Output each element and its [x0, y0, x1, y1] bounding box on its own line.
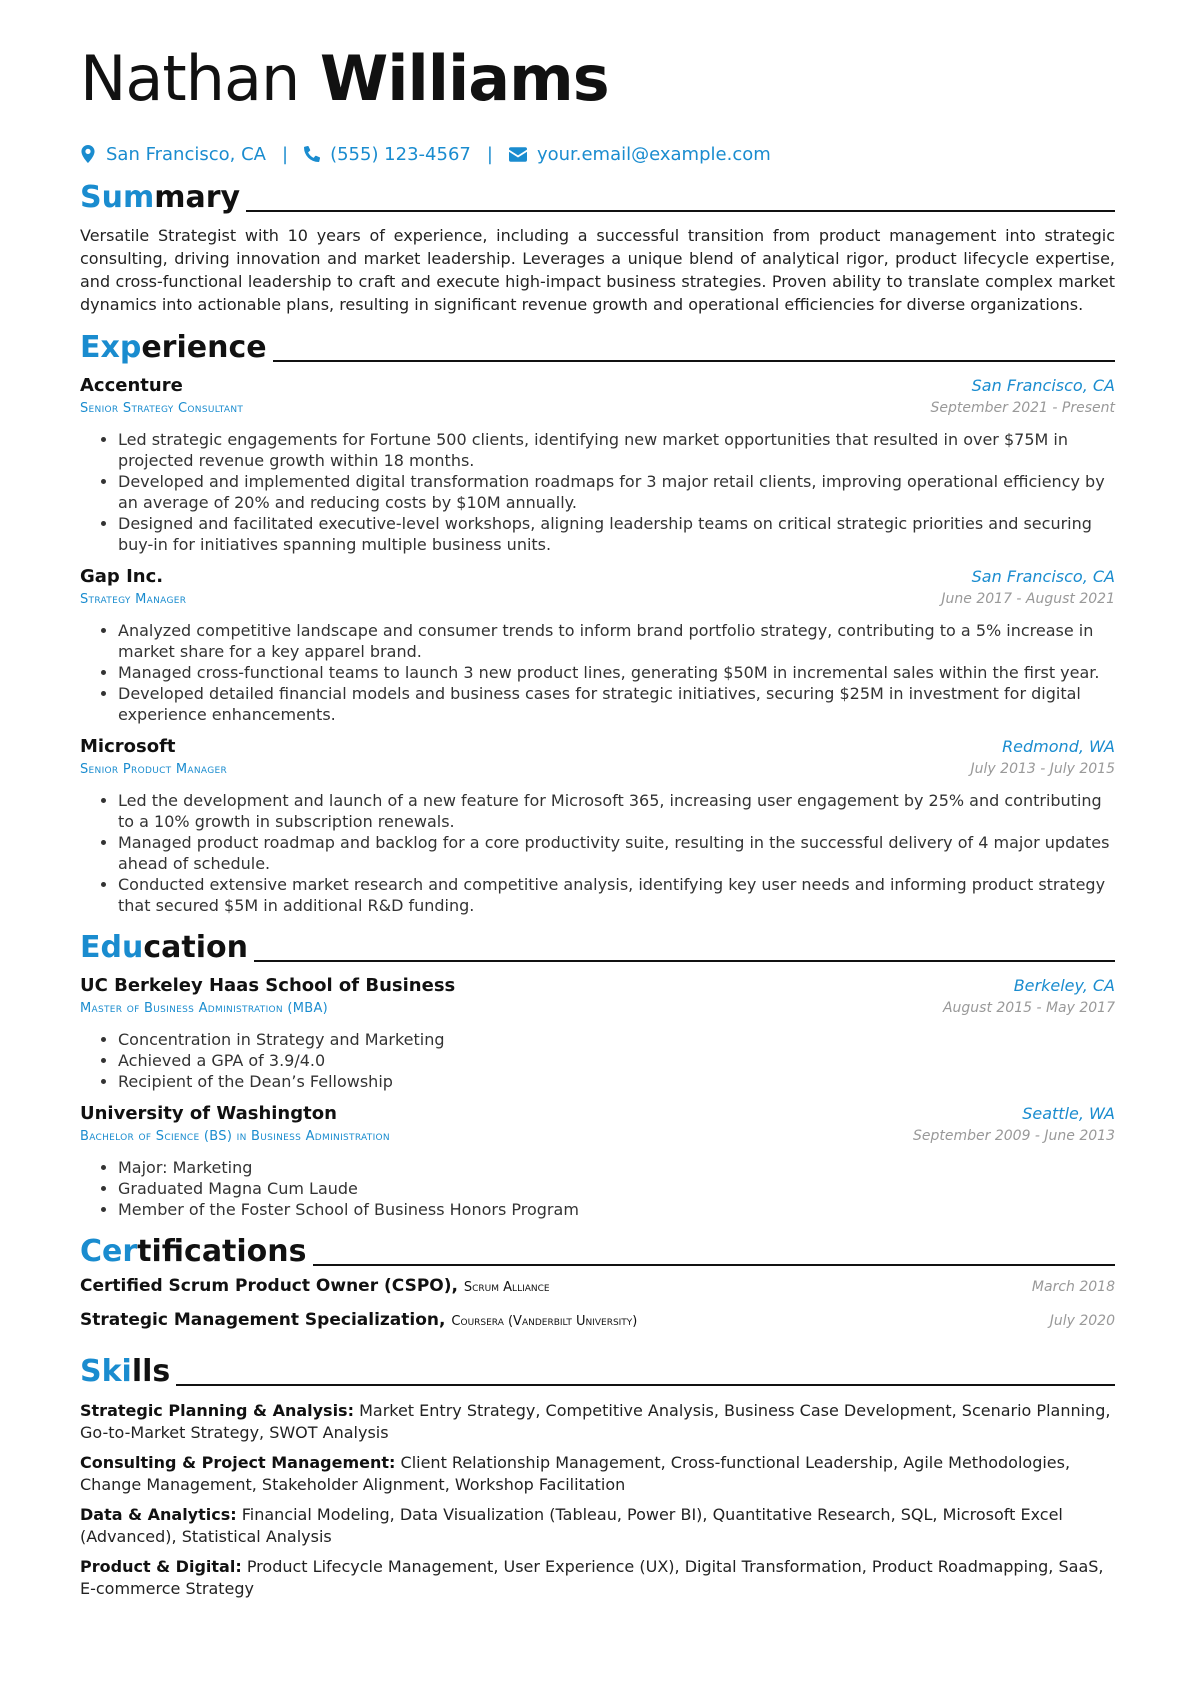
section-heading	[80, 1348, 1115, 1390]
school-name: University of Washington	[80, 1103, 337, 1124]
skill-list: Financial Modeling, Data Visualization (Tableau, Power BI), Quantitative Research, SQL, Microsoft Excel (Advanced), Statistical Analysis	[80, 1505, 1063, 1546]
envelope-icon	[509, 147, 527, 162]
education-dates: August 2015 - May 2017	[942, 1000, 1115, 1016]
job-role: Senior Strategy Consultant	[80, 401, 244, 416]
first-name: Nathan	[80, 42, 300, 115]
job-dates: September 2021 - Present	[930, 400, 1115, 416]
section-rule	[313, 1264, 1115, 1266]
section-rule	[176, 1384, 1115, 1386]
job-dates: June 2017 - August 2021	[941, 591, 1115, 607]
education-dates: September 2009 - June 2013	[913, 1128, 1115, 1144]
list-item: • Managed cross-functional teams to launch 3 new product lines, generating $50M in incremental sales within the first year.	[118, 662, 1115, 683]
skill-label: Strategic Planning & Analysis:	[80, 1401, 354, 1420]
skill-group	[80, 1504, 1115, 1548]
list-item: • Conducted extensive market research and competitive analysis, identifying key user needs and informing product strategy that secured $5M in additional R&D funding.	[118, 874, 1115, 916]
degree-name: Master of Business Administration (MBA)	[80, 1001, 329, 1016]
contact-phone[interactable]	[304, 144, 471, 165]
list-item: • Designed and facilitated executive-level workshops, aligning leadership teams on critical strategic priorities and securing buy-in for initiatives spanning multiple business units.	[118, 513, 1115, 555]
contact-bar	[80, 142, 1115, 166]
candidate-name	[80, 38, 1115, 120]
contact-email[interactable]	[509, 144, 771, 165]
list-item: • Analyzed competitive landscape and consumer trends to inform brand portfolio strategy, contributing to a 5% increase in market share for a key apparel brand.	[118, 620, 1115, 662]
last-name: Williams	[319, 42, 609, 115]
skill-group	[80, 1400, 1115, 1444]
section-title: Summary	[80, 180, 241, 215]
section-title: Experience	[80, 330, 267, 365]
section-rule	[273, 360, 1115, 362]
section-heading	[80, 324, 1115, 366]
company-name: Accenture	[80, 375, 183, 396]
contact-location	[80, 144, 266, 165]
education-details	[80, 1157, 1115, 1220]
degree-name: Bachelor of Science (BS) in Business Administration	[80, 1129, 390, 1144]
experience-section	[80, 324, 1115, 916]
list-item: • Led strategic engagements for Fortune 500 clients, identifying new market opportunities that resulted in over $75M in projected revenue growth within 18 months.	[118, 429, 1115, 471]
section-title: Certifications	[80, 1234, 307, 1269]
section-rule	[254, 960, 1115, 962]
skill-label: Consulting & Project Management:	[80, 1453, 396, 1472]
job-dates: July 2013 - July 2015	[970, 761, 1115, 777]
list-item: • Graduated Magna Cum Laude	[118, 1178, 1115, 1199]
skill-list: Client Relationship Management, Cross-functional Leadership, Agile Methodologies, Change Management, Stakeholder Alignment, Workshop Facilitation	[80, 1453, 1071, 1494]
skills-section	[80, 1348, 1115, 1600]
certification-item: Certified Scrum Product Owner (CSPO), Scrum Alliance March 2018	[80, 1276, 1115, 1296]
section-rule	[246, 210, 1115, 212]
location-text: San Francisco, CA	[106, 143, 266, 165]
job-location: San Francisco, CA	[971, 376, 1115, 395]
skill-list: Product Lifecycle Management, User Experience (UX), Digital Transformation, Product Roadmapping, SaaS, E-commerce Strategy	[80, 1557, 1104, 1598]
certification-issuer: Coursera (Vanderbilt University)	[451, 1314, 638, 1329]
list-item: • Recipient of the Dean’s Fellowship	[118, 1071, 1115, 1092]
certification-date: July 2020	[1049, 1313, 1115, 1329]
education-details	[80, 1029, 1115, 1092]
section-title: Education	[80, 930, 248, 965]
certification-date: March 2018	[1031, 1279, 1115, 1295]
certification-issuer: Scrum Alliance	[463, 1280, 550, 1295]
certification-name: Certified Scrum Product Owner (CSPO)	[80, 1276, 452, 1296]
section-title: Skills	[80, 1354, 171, 1389]
list-item: • Led the development and launch of a new feature for Microsoft 365, increasing user engagement by 25% and contributing to a 10% growth in subscription renewals.	[118, 790, 1115, 832]
section-heading	[80, 1228, 1115, 1270]
email-text: your.email@example.com	[536, 143, 771, 165]
list-item: • Major: Marketing	[118, 1157, 1115, 1178]
summary-text: Versatile Strategist with 10 years of experience, including a successful transition from product management into strategic consulting, driving innovation and market leadership. Leverages a unique blend of analytical rigor, product lifecycle expertise, and cross-functional leadership to craft and execute high-impact business strategies. Proven ability to translate complex market dynamics into actionable plans, resulting in significant revenue growth and operational efficiencies for diverse organizations.	[80, 226, 1115, 314]
list-item: • Developed and implemented digital transformation roadmaps for 3 major retail clients, improving operational efficiency by an average of 20% and reducing costs by $10M annually.	[118, 471, 1115, 513]
job-location: Redmond, WA	[1002, 737, 1115, 756]
school-location: Seattle, WA	[1022, 1104, 1115, 1123]
certifications-section	[80, 1228, 1115, 1340]
education-entry	[80, 974, 1115, 1092]
phone-icon	[304, 145, 320, 163]
job-location: San Francisco, CA	[971, 567, 1115, 586]
summary-section	[80, 174, 1115, 316]
job-role: Senior Product Manager	[80, 762, 228, 777]
list-item: • Achieved a GPA of 3.9/4.0	[118, 1050, 1115, 1071]
skill-label: Data & Analytics:	[80, 1505, 237, 1524]
company-name: Microsoft	[80, 736, 176, 757]
skill-group	[80, 1452, 1115, 1496]
contact-separator: |	[486, 143, 493, 165]
job-role: Strategy Manager	[80, 592, 187, 607]
school-name: UC Berkeley Haas School of Business	[80, 975, 456, 996]
education-section	[80, 924, 1115, 1220]
experience-entry	[80, 565, 1115, 725]
section-heading	[80, 174, 1115, 216]
experience-entry	[80, 735, 1115, 916]
skill-group	[80, 1556, 1115, 1600]
skill-list: Market Entry Strategy, Competitive Analysis, Business Case Development, Scenario Planning, Go-to-Market Strategy, SWOT Analysis	[80, 1401, 1111, 1442]
company-name: Gap Inc.	[80, 566, 164, 587]
experience-entry	[80, 374, 1115, 555]
skill-label: Product & Digital:	[80, 1557, 242, 1576]
map-pin-icon	[80, 145, 96, 163]
certification-item: Strategic Management Specialization, Coursera (Vanderbilt University) July 2020	[80, 1310, 1115, 1330]
list-item: • Managed product roadmap and backlog for a core productivity suite, resulting in the successful delivery of 4 major updates ahead of schedule.	[118, 832, 1115, 874]
achievement-list	[80, 790, 1115, 916]
school-location: Berkeley, CA	[1013, 976, 1115, 995]
list-item: • Concentration in Strategy and Marketing	[118, 1029, 1115, 1050]
list-item: • Member of the Foster School of Business Honors Program	[118, 1199, 1115, 1220]
phone-text: (555) 123-4567	[330, 143, 471, 165]
certification-name: Strategic Management Specialization	[80, 1310, 440, 1330]
contact-separator: |	[281, 143, 289, 165]
section-heading	[80, 924, 1115, 966]
achievement-list	[80, 429, 1115, 555]
achievement-list	[80, 620, 1115, 725]
list-item: • Developed detailed financial models and business cases for strategic initiatives, securing $25M in investment for digital experience enhancements.	[118, 683, 1115, 725]
education-entry	[80, 1102, 1115, 1220]
